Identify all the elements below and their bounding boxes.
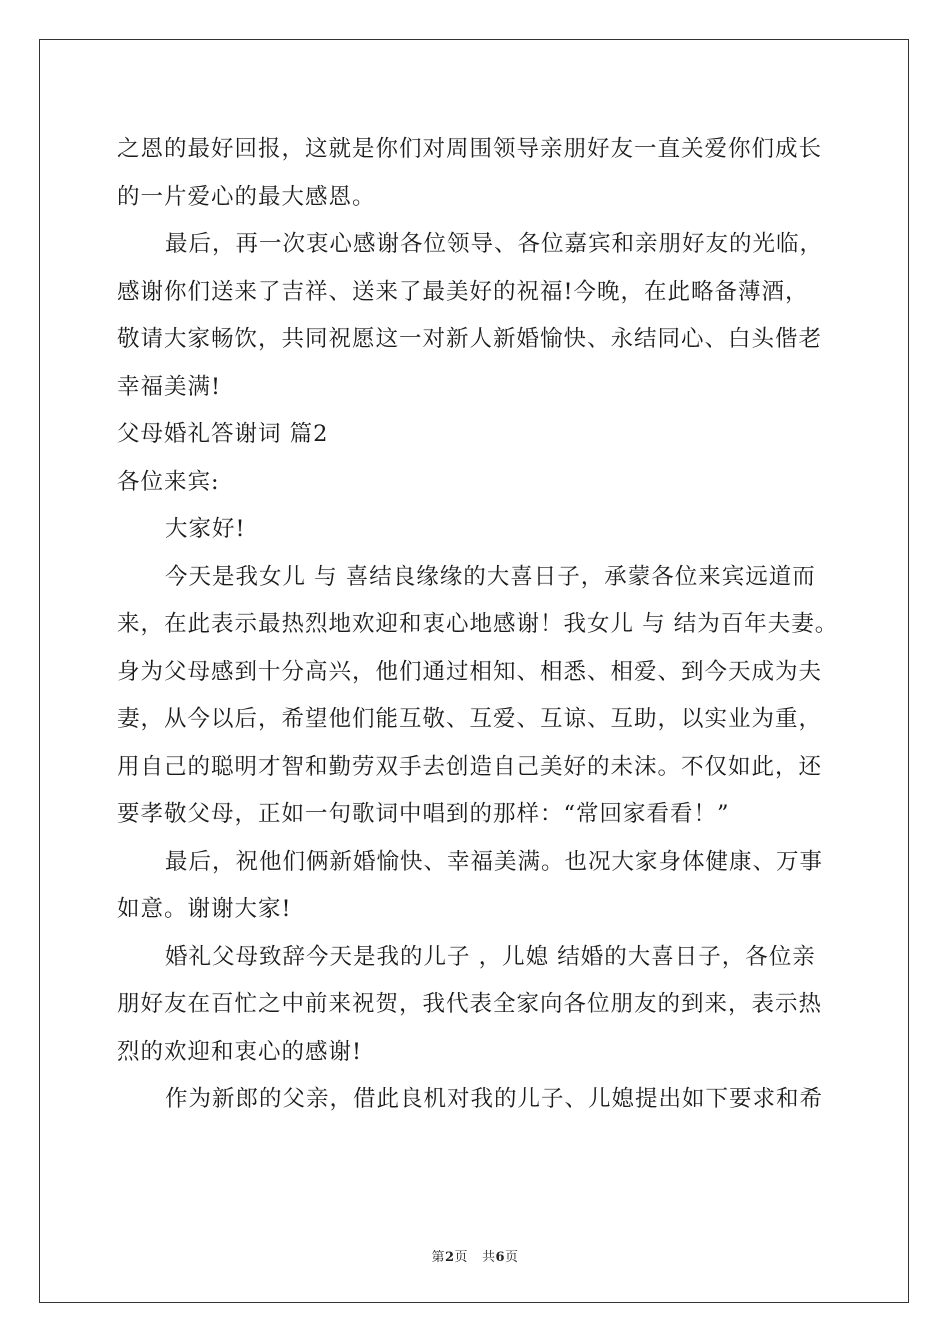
text-line: 用自己的聪明才智和勤劳双手去创造自己美好的未沫。不仅如此，还	[117, 753, 823, 780]
text-line: 最后，祝他们俩新婚愉快、幸福美满。也况大家身体健康、万事	[165, 848, 824, 875]
text-line: 身为父母感到十分高兴，他们通过相知、相悉、相爱、到今天成为夫	[117, 658, 823, 685]
current-page-number: 2	[444, 1250, 455, 1265]
total-suffix: 页	[505, 1250, 519, 1265]
text-line: 妻，从今以后，希望他们能互敬、互爱、互谅、互助，以实业为重，	[117, 706, 823, 732]
text-line: 今天是我女儿 与 喜结良缘缘的大喜日子，承蒙各位来宾远道而	[165, 563, 816, 590]
text-line: 烈的欢迎和衷心的感谢!	[117, 1038, 363, 1065]
text-line: 之恩的最好回报，这就是你们对周围领导亲朋好友一直关爱你们成长	[117, 136, 823, 162]
text-line: 如意。谢谢大家!	[117, 896, 292, 922]
text-line: 敬请大家畅饮，共同祝愿这一对新人新婚愉快、永结同心、白头偕老	[117, 326, 823, 352]
text-line: 婚礼父母致辞今天是我的儿子 ，儿媳 结婚的大喜日子，各位亲	[165, 943, 816, 970]
total-prefix: 共	[481, 1250, 496, 1265]
document-body	[117, 126, 839, 1124]
page-prefix: 第	[431, 1250, 445, 1265]
text-line: 感谢你们送来了吉祥、送来了最美好的祝福!今晚，在此略备薄酒，	[117, 278, 809, 305]
page-suffix: 页	[454, 1250, 469, 1265]
section-heading: 父母婚礼答谢词 篇2	[117, 421, 329, 447]
text-line: 作为新郎的父亲，借此良机对我的儿子、儿媳提出如下要求和希	[165, 1086, 824, 1112]
text-line: 的一片爱心的最大感恩。	[117, 183, 376, 210]
text-line: 幸福美满!	[117, 373, 222, 400]
total-page-count: 6	[495, 1250, 506, 1265]
greeting: 大家好!	[165, 516, 246, 542]
salutation: 各位来宾:	[117, 468, 220, 495]
text-line: 来，在此表示最热烈地欢迎和衷心地感谢！我女儿 与 结为百年夫妻。	[117, 611, 839, 637]
text-line: 朋好友在百忙之中前来祝贺，我代表全家向各位朋友的到来，表示热	[117, 991, 823, 1017]
text-line: 最后，再一次衷心感谢各位领导、各位嘉宾和亲朋好友的光临，	[165, 231, 824, 257]
page-footer	[0, 1246, 950, 1265]
text-line: 要孝敬父母，正如一句歌词中唱到的那样：“常回家看看！”	[117, 801, 730, 827]
